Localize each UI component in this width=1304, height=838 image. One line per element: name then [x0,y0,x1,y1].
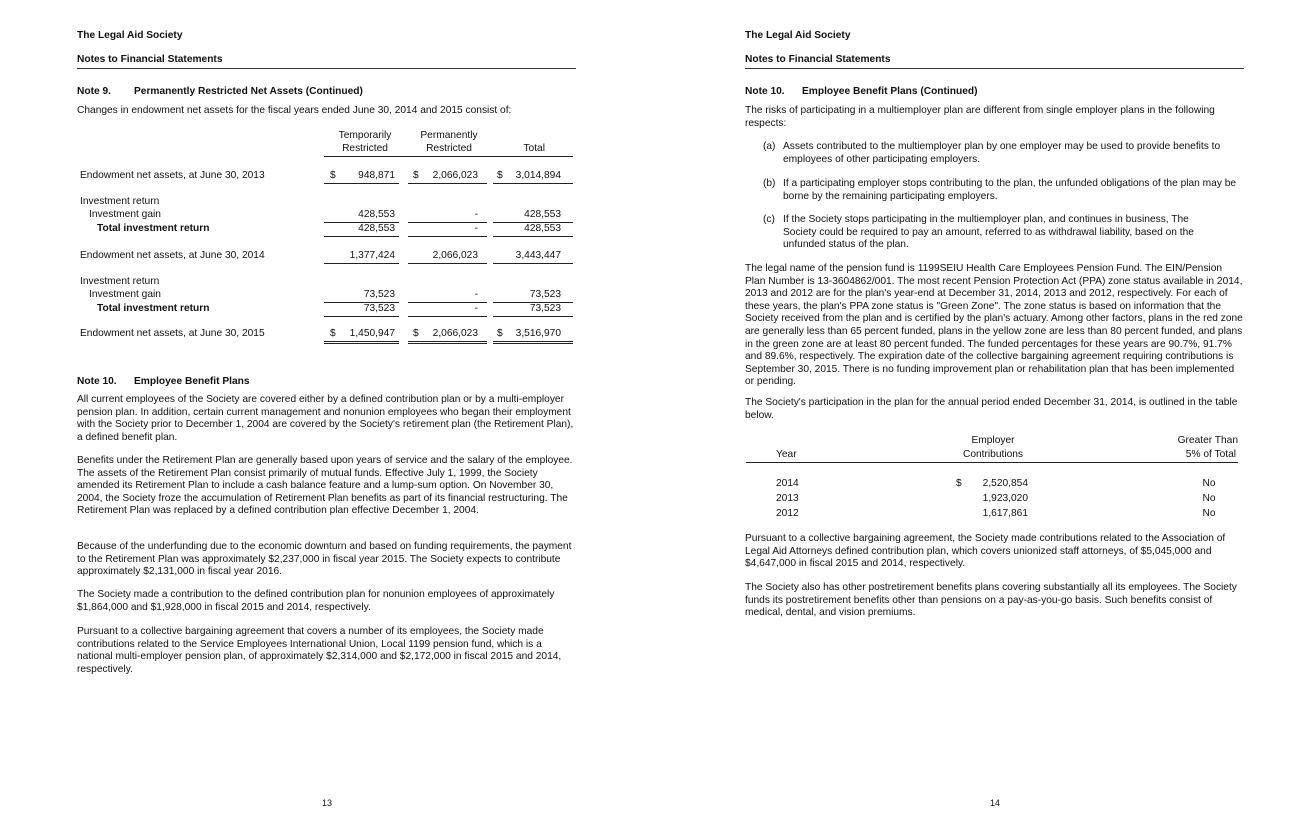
rule [408,263,487,264]
cell-perm: 2,066,023 [432,170,478,181]
item-text: If a participating employer stops contributing to the plan, the unfunded obligations of the plan may be borne by the remaining participating employers. [783,178,1237,202]
rule [493,263,573,264]
organization-name: The Legal Aid Society [745,30,851,41]
participation-paragraph: The Society's participation in the plan for the annual period ended December 31, 2014, is outlined in the table below. [745,397,1238,421]
greater-cell: No [1202,493,1216,504]
contribution-cell: 1,617,861 [982,508,1028,519]
cell-total: 428,553 [524,209,561,220]
header-employer: Employer [971,435,1015,446]
table-row [80,250,574,263]
cell-perm: 2,066,023 [432,250,478,261]
note10-number: Note 10. [77,376,117,387]
year-cell: 2014 [776,478,799,489]
item-label: (a) [763,141,776,152]
table-row [80,170,574,183]
cell-temp: 1,450,947 [349,328,395,339]
cell-total: 73,523 [529,289,561,300]
item-label: (c) [763,214,775,225]
header-rule [746,462,1238,463]
cell-temp: 1,377,424 [349,250,395,261]
paragraph: Pursuant to a collective bargaining agreement that covers a number of its employees, the Society made contributions related to the Service Employees International Union, Local 1199 pension fund, which is a national multi-employer pension plan, of approximately $2,314,000 and $2,172,000 in fiscal 2015 and 2014, respectively. [77,626,562,675]
greater-cell: No [1202,478,1216,489]
rule [324,183,399,184]
header-temp-line1: Temporarily [338,130,392,141]
table-row [80,289,574,302]
cell-perm: - [474,223,478,234]
row-label: Investment gain [89,209,161,220]
rule [493,316,573,317]
header-rule [324,156,573,157]
pension-fund-paragraph: The legal name of the pension fund is 1199SEIU Health Care Employees Pension Fund. The EIN/Pension Plan Number is 13-3604862/001. The most recent Pension Protection Act (PPA) zone status available in 2014, 2013 and 2012 are for the plan's year-end at December 31, 2014, 2013 and 2012, respectively. For each of these years, the plan's PPA zone status is "Green Zone". The zone status is based on information that the Society received from the plan and is certified by the plan's actuary. Among other factors, plans in the red zone are generally less than 65 percent funded, plans in the yellow zone are less than 80 percent funded, and plans in the green zone are at least 80 percent funded. The funded percentages for these years are 90.7%, 91.7% and 89.6%, respectively. The expiration date of the collective bargaining agreement requiring contributions is September 30, 2015. There is no funding improvement plan or rehabilitation plan that has been implemented or pending. [745,263,1243,388]
paragraph: All current employees of the Society are covered either by a defined contribution plan or by a multi-employer pension plan. In addition, certain current management and nonunion employees who began their employment with the Society prior to December 1, 2004 are covered by the Society's retirement plan (the Retirement Plan), a defined benefit plan. [77,394,574,443]
cell-total: 3,014,894 [515,170,561,181]
dollar-sign: $ [497,328,503,339]
rule [324,316,399,317]
dollar-sign: $ [956,478,962,489]
cell-temp: 428,553 [358,223,395,234]
cell-total: 3,443,447 [515,250,561,261]
rule [408,183,487,184]
paragraph: Benefits under the Retirement Plan are generally based upon years of service and the salary of the employee. The assets of the Retirement Plan consist primarily of mutual funds. Effective July 1, 1999, the Society amended its Retirement Plan to include a cash balance feature and a lump-sum option. On November 30, 2004, the Society froze the accumulation of Retirement Plan benefits as part of its financial restructuring. The Retirement Plan was replaced by a defined contribution plan effective December 1, 2004. [77,455,573,517]
postretirement-paragraph: The Society also has other postretirement benefits plans covering substantially all its employees. The Society funds its postretirement benefits other than pensions on a pay-as-you-go basis. Such benefits consist of medical, dental, and vision premiums. [745,582,1237,619]
header-contributions: Contributions [962,449,1024,460]
dollar-sign: $ [330,170,336,181]
contribution-cell: 2,520,854 [982,478,1028,489]
item-text: If the Society stops participating in the multiemployer plan, and continues in business, The Society could be required to pay an amount, referred to as withdrawal liability, based on the unfunded status of the plan. [783,214,1194,251]
rule [408,236,487,237]
row-label: Investment return [80,196,160,207]
note9-heading [77,86,363,99]
risks-intro: The risks of participating in a multiemployer plan are different from single employer plans in the following respects: [745,105,1215,129]
row-label: Investment return [80,276,160,287]
rule [493,183,573,184]
note9-title: Permanently Restricted Net Assets (Continued) [134,86,363,97]
item-text: Assets contributed to the multiemployer plan by one employer may be used to provide benefits to employees of other participating employers. [783,141,1221,165]
note10-number: Note 10. [745,86,785,97]
contribution-cell: 1,923,020 [982,493,1028,504]
rule [408,316,487,317]
note10-title: Employee Benefit Plans (Continued) [802,86,978,97]
cell-temp: 428,553 [358,209,395,220]
dollar-sign: $ [413,170,419,181]
note10-heading [745,86,977,99]
row-label: Total investment return [97,303,210,314]
rule [324,263,399,264]
row-label: Endowment net assets, at June 30, 2013 [80,170,265,181]
section-subhead: Notes to Financial Statements [745,54,1244,69]
double-rule [408,341,487,344]
cell-total: 73,523 [529,303,561,314]
double-rule [324,341,399,344]
double-rule [493,341,573,344]
dollar-sign: $ [330,328,336,339]
header-perm-line2: Restricted [426,143,472,154]
page-number: 14 [989,798,1000,808]
rule [324,236,399,237]
right-page [668,0,1304,838]
note10-title: Employee Benefit Plans [134,376,250,387]
header-temp-line2: Restricted [342,143,388,154]
dollar-sign: $ [497,170,503,181]
bargaining-paragraph: Pursuant to a collective bargaining agreement, the Society made contributions related to the Association of Legal Aid Attorneys defined contribution plan, which covers unionized staff attorneys, of $5,045,000 and $4,647,000 in fiscal 2015 and 2014, respectively. [745,533,1226,570]
header-pct-total: 5% of Total [1185,449,1236,460]
cell-perm: - [474,303,478,314]
dollar-sign: $ [413,328,419,339]
year-cell: 2013 [776,493,799,504]
cell-total: 3,516,970 [515,328,561,339]
item-label: (b) [763,178,776,189]
header-perm-line1: Permanently [420,130,478,141]
note9-number: Note 9. [77,86,111,97]
note9-intro: Changes in endowment net assets for the fiscal years ended June 30, 2014 and 2015 consist of: [77,105,512,116]
cell-temp: 73,523 [363,303,395,314]
rule [493,236,573,237]
section-subhead: Notes to Financial Statements [77,54,576,69]
table-row [80,328,574,341]
organization-name: The Legal Aid Society [77,30,183,41]
row-label: Investment gain [89,289,161,300]
cell-perm: - [474,289,478,300]
paragraph: The Society made a contribution to the defined contribution plan for nonunion employees of approximately $1,864,000 and $1,928,000 in fiscal 2015 and 2014, respectively. [77,589,555,613]
table-row [80,223,574,236]
row-label: Total investment return [97,223,210,234]
year-cell: 2012 [776,508,799,519]
table-row [80,276,574,289]
table-row [80,196,574,209]
note10-heading [77,376,250,389]
greater-cell: No [1202,508,1216,519]
row-label: Endowment net assets, at June 30, 2015 [80,328,265,339]
cell-perm: - [474,209,478,220]
cell-temp: 948,871 [358,170,395,181]
header-greater-than: Greater Than [1177,435,1238,446]
cell-total: 428,553 [524,223,561,234]
paragraph: Because of the underfunding due to the economic downturn and based on funding requirements, the payment to the Retirement Plan was approximately $2,237,000 in fiscal year 2015. The Society expects to contribute approximately $2,131,000 in fiscal year 2016. [77,541,572,578]
cell-temp: 73,523 [363,289,395,300]
row-label: Endowment net assets, at June 30, 2014 [80,250,265,261]
header-total: Total [523,143,545,154]
table-row [80,209,574,222]
cell-perm: 2,066,023 [432,328,478,339]
page-number: 13 [321,798,332,808]
table-row [80,303,574,316]
header-year: Year [776,449,797,460]
